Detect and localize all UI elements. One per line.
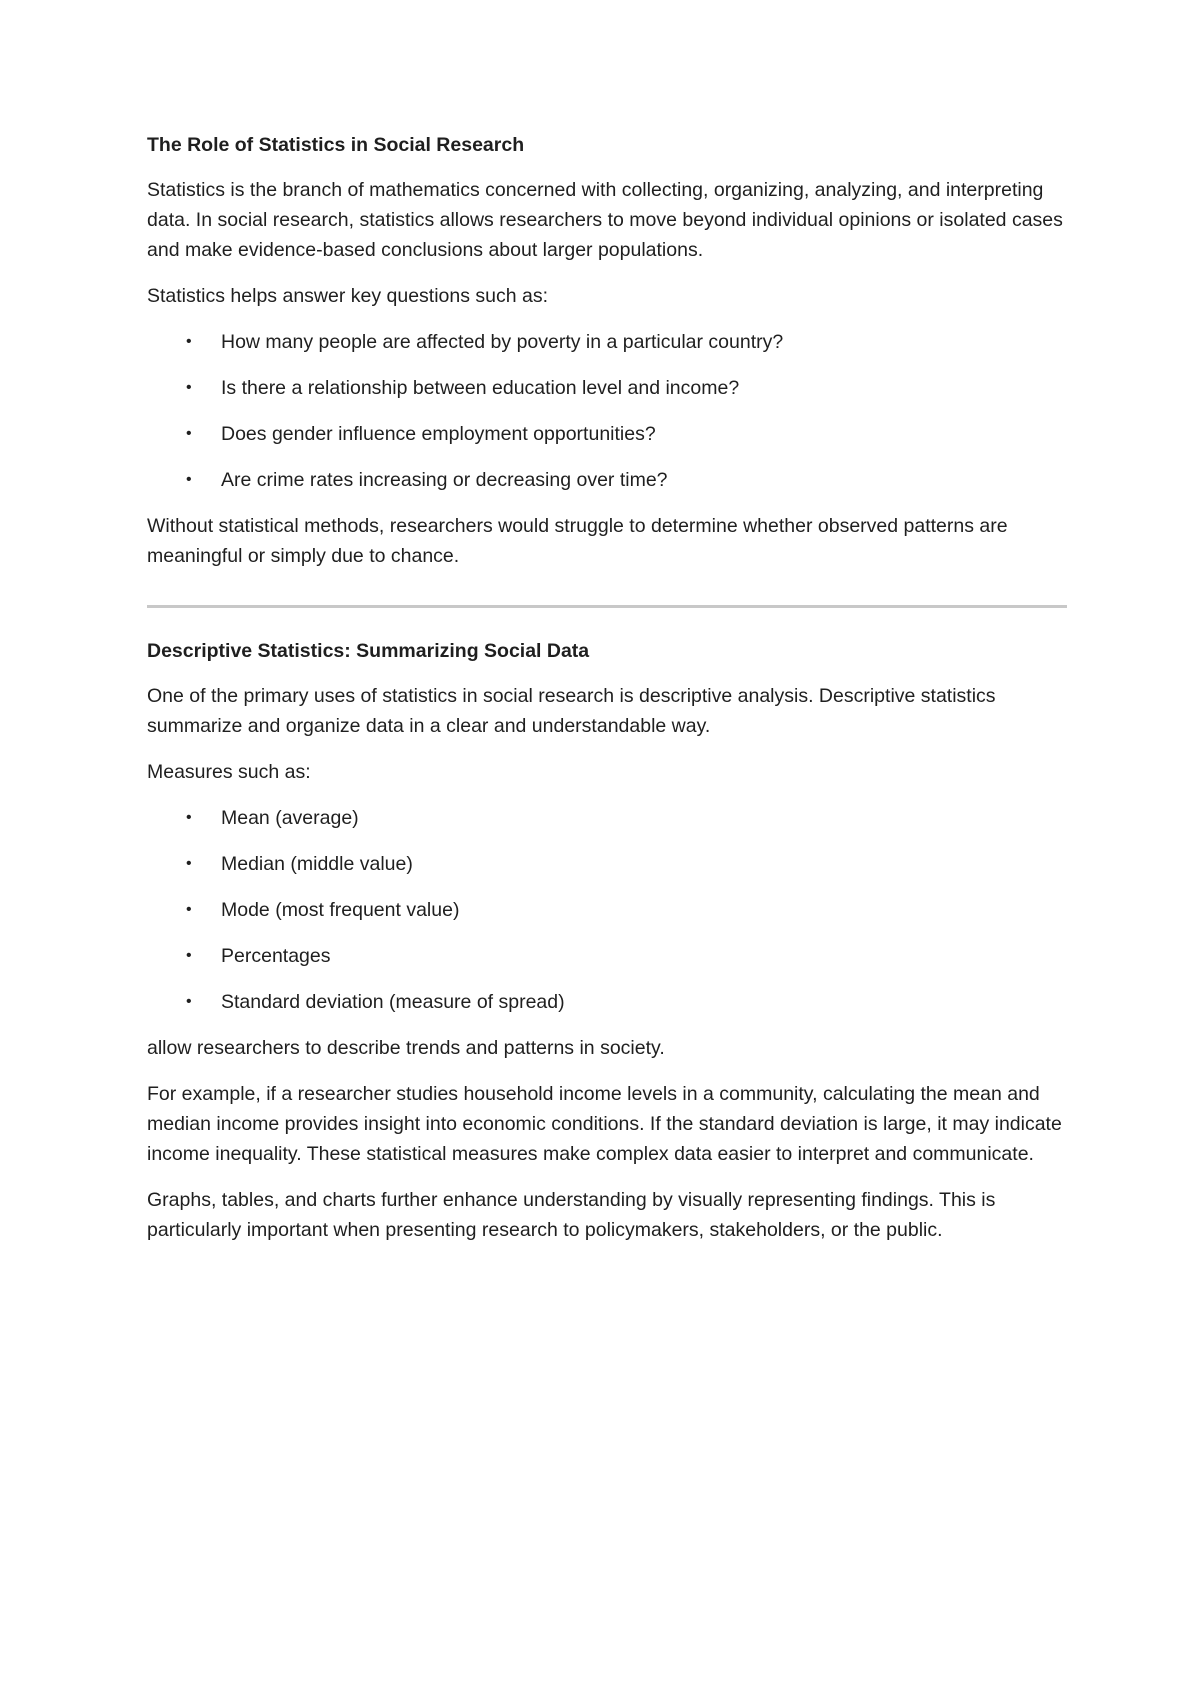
bullet-icon: • xyxy=(186,333,192,350)
paragraph-income-example: For example, if a researcher studies household income levels in a community, calculating the mean and median income provides insight into economic conditions. If the standard deviation is large, it may indicate income inequality. These statistical measures make complex data easier to interpret and communicate. xyxy=(147,1083,1062,1165)
list-item: • Are crime rates increasing or decreasing over time? xyxy=(147,465,1067,495)
paragraph-descriptive-intro: One of the primary uses of statistics in social research is descriptive analysis. Descriptive statistics summarize and organize data in a clear and understandable way. xyxy=(147,685,996,737)
paragraph-graphs-tables: Graphs, tables, and charts further enhance understanding by visually representing findings. This is particularly important when presenting research to policymakers, stakeholders, or the public. xyxy=(147,1189,996,1241)
paragraph-after-measures: allow researchers to describe trends and patterns in society. xyxy=(147,1037,665,1059)
section-title-role-of-statistics: The Role of Statistics in Social Research xyxy=(147,134,525,156)
bullet-icon: • xyxy=(186,855,192,872)
bullet-icon: • xyxy=(186,993,192,1010)
list-item: • How many people are affected by poverty in a particular country? xyxy=(147,327,1067,357)
list-key-questions xyxy=(147,327,1067,495)
bullet-icon: • xyxy=(186,901,192,918)
document-page xyxy=(147,130,1067,1261)
section-divider xyxy=(147,605,1067,608)
list-measures xyxy=(147,803,1067,1017)
list-item: • Mean (average) xyxy=(147,803,1067,833)
list-item: • Percentages xyxy=(147,941,1067,971)
bullet-icon: • xyxy=(186,947,192,964)
bullet-icon: • xyxy=(186,425,192,442)
list-item: • Mode (most frequent value) xyxy=(147,895,1067,925)
section-title-descriptive-statistics: Descriptive Statistics: Summarizing Social Data xyxy=(147,640,590,662)
bullet-icon: • xyxy=(186,809,192,826)
list-item: • Median (middle value) xyxy=(147,849,1067,879)
paragraph-questions-lead: Statistics helps answer key questions such as: xyxy=(147,285,549,307)
paragraph-measures-lead: Measures such as: xyxy=(147,761,311,783)
paragraph-statistics-definition: Statistics is the branch of mathematics concerned with collecting, organizing, analyzing, and interpreting data. In social research, statistics allows researchers to move beyond individual opinions or isolated cases and make evidence-based conclusions about larger populations. xyxy=(147,179,1063,261)
bullet-icon: • xyxy=(186,379,192,396)
paragraph-without-statistics: Without statistical methods, researchers would struggle to determine whether observed patterns are meaningful or simply due to chance. xyxy=(147,515,1008,567)
list-item: • Standard deviation (measure of spread) xyxy=(147,987,1067,1017)
list-item: • Is there a relationship between education level and income? xyxy=(147,373,1067,403)
list-item: • Does gender influence employment opportunities? xyxy=(147,419,1067,449)
bullet-icon: • xyxy=(186,471,192,488)
